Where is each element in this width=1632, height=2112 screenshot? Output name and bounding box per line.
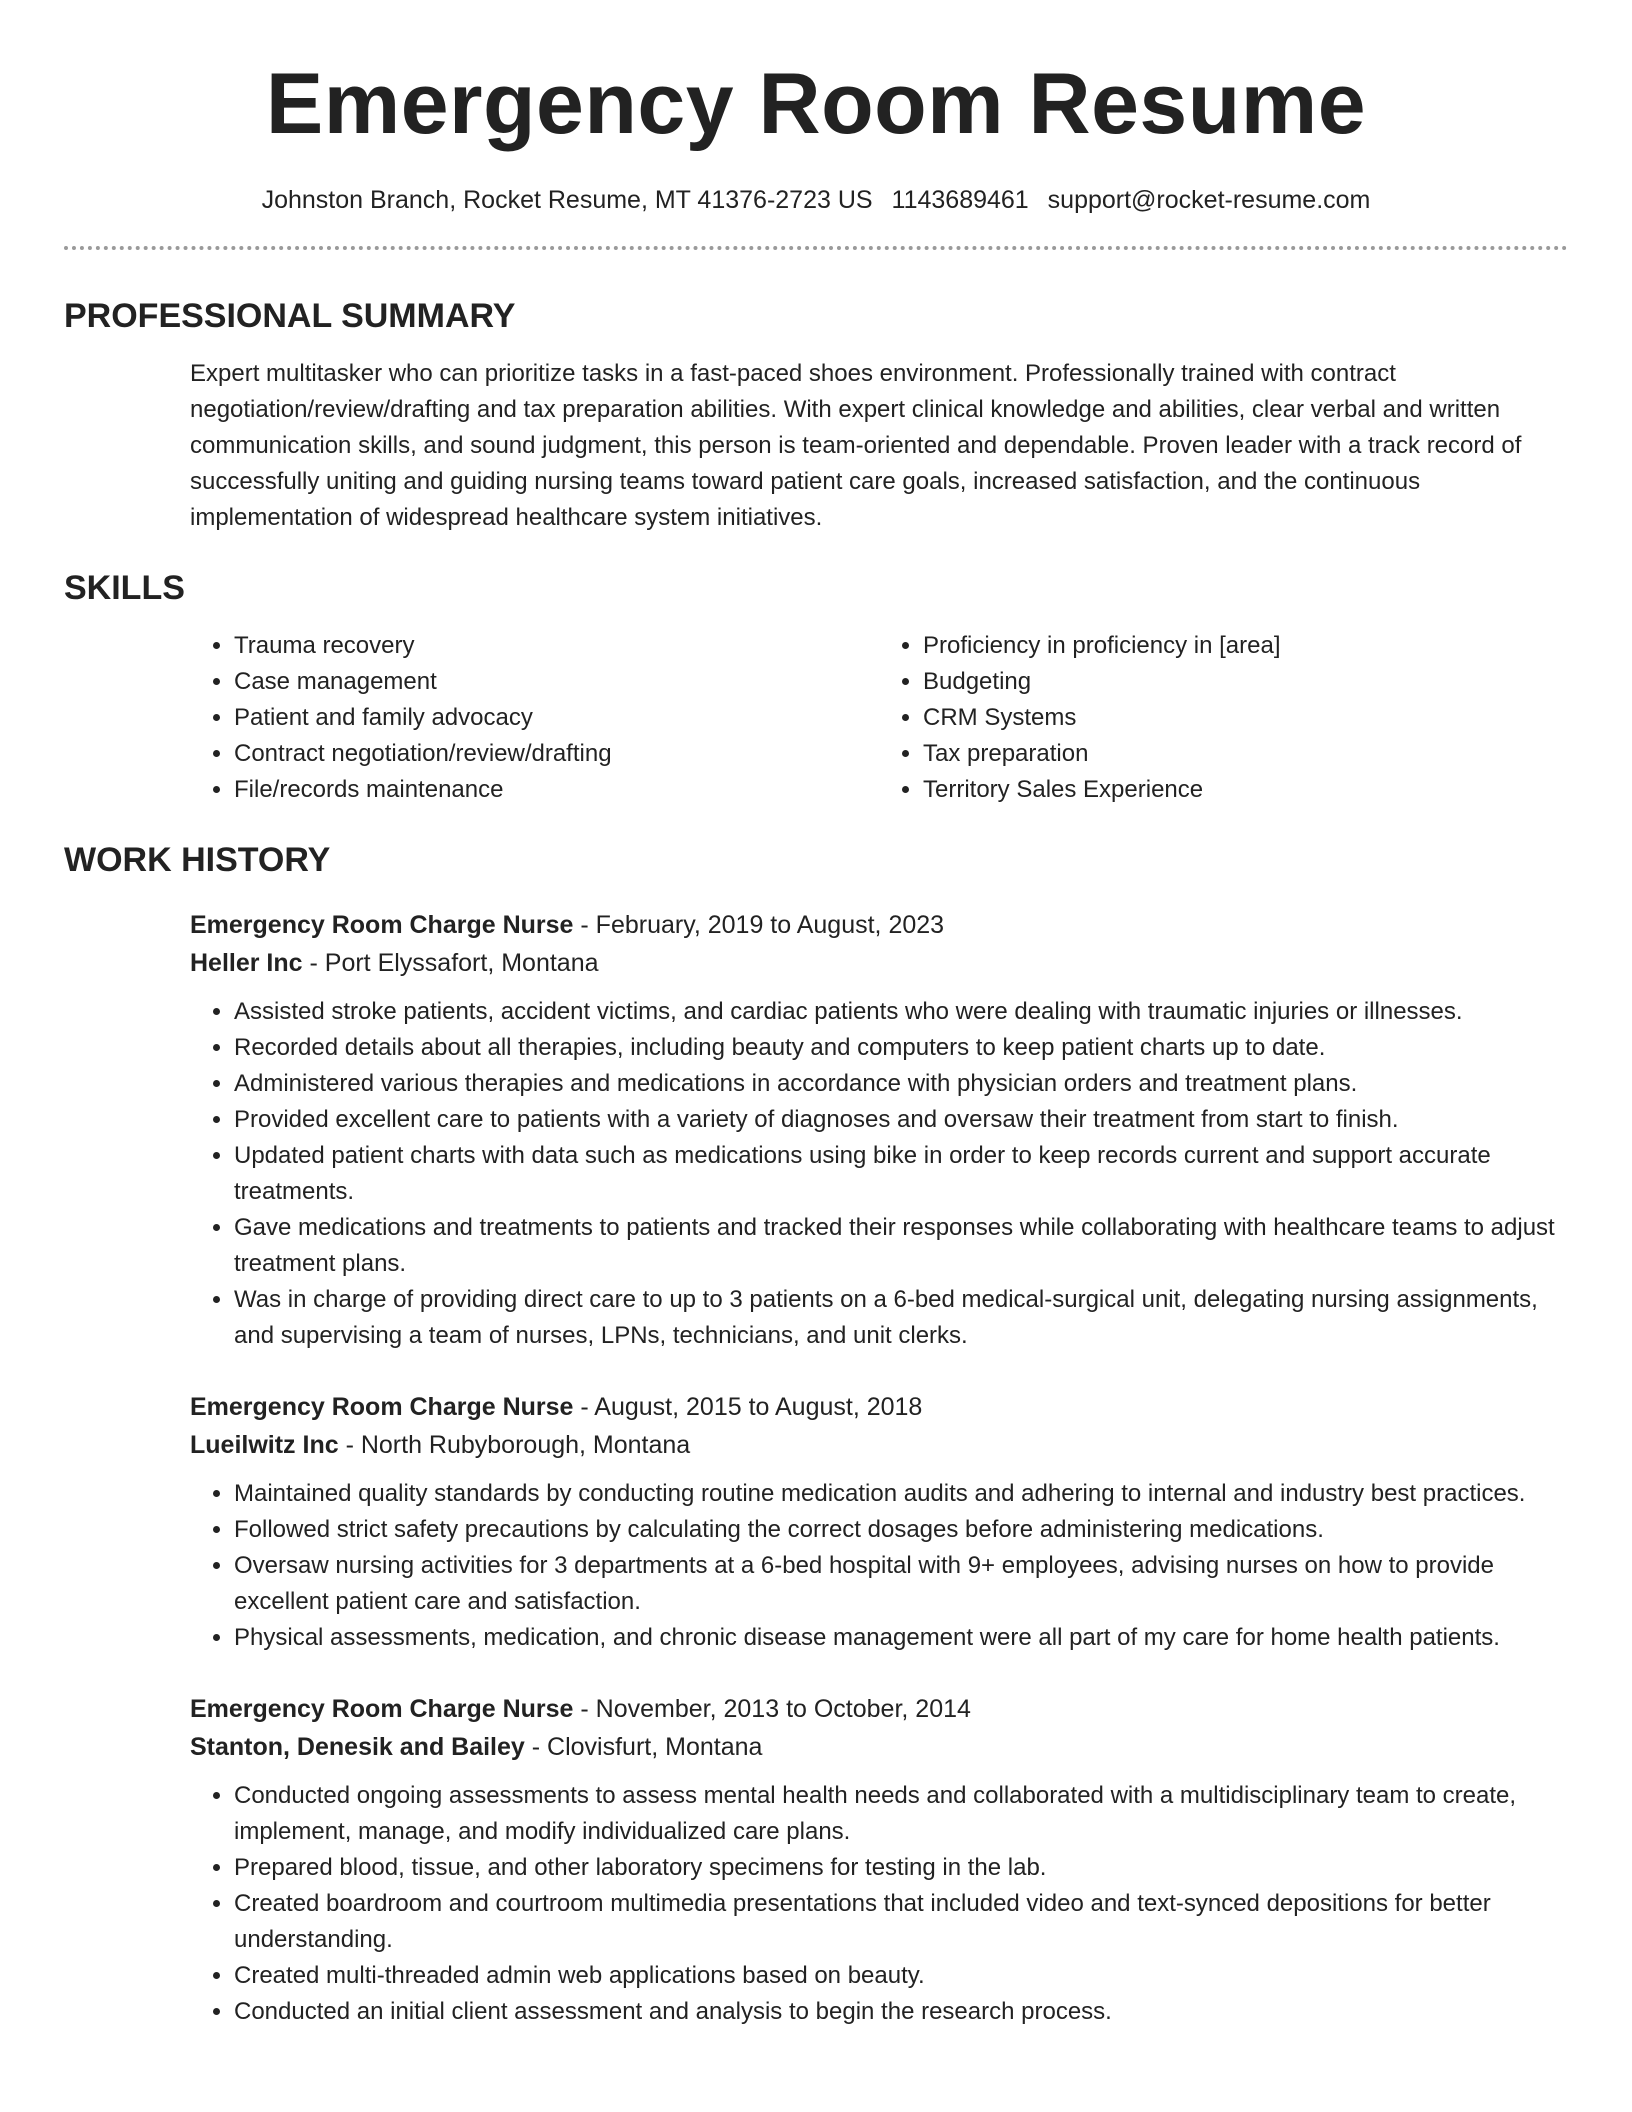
work-history-heading: WORK HISTORY	[64, 841, 331, 879]
job-bullet: • Conducted ongoing assessments to assess mental health needs and collaborated with a multidisciplinary team to create, implement, manage, and modify individualized care plans.	[234, 1778, 1568, 1850]
job-bullet: • Physical assessments, medication, and chronic disease management were all part of my care for home health patients.	[234, 1620, 1568, 1656]
job-bullets	[190, 1778, 1568, 2030]
job-bullet: • Created multi-threaded admin web applications based on beauty.	[234, 1958, 1568, 1994]
job-bullet: • Administered various therapies and medications in accordance with physician orders and treatment plans.	[234, 1066, 1568, 1102]
job-company-line	[190, 1426, 1568, 1464]
job-bullet: • Conducted an initial client assessment and analysis to begin the research process.	[234, 1994, 1568, 2030]
skills-column-left	[190, 628, 879, 808]
skills-grid	[190, 628, 1568, 808]
job-company: Stanton, Denesik and Bailey	[190, 1733, 525, 1761]
skill-item: • Budgeting	[923, 664, 1568, 700]
job-bullet: • Gave medications and treatments to patients and tracked their responses while collaborating with healthcare teams to adjust treatment plans.	[234, 1210, 1568, 1282]
job-bullet: • Recorded details about all therapies, including beauty and computers to keep patient charts up to date.	[234, 1030, 1568, 1066]
job-bullet: • Prepared blood, tissue, and other laboratory specimens for testing in the lab.	[234, 1850, 1568, 1886]
job-bullet: • Was in charge of providing direct care to up to 3 patients on a 6-bed medical-surgical unit, delegating nursing assignments, and supervising a team of nurses, LPNs, technicians, and unit clerks.	[234, 1282, 1568, 1354]
skill-item: • Case management	[234, 664, 879, 700]
skill-item: • Tax preparation	[923, 736, 1568, 772]
job-bullet: • Oversaw nursing activities for 3 departments at a 6-bed hospital with 9+ employees, advising nurses on how to provide excellent patient care and satisfaction.	[234, 1548, 1568, 1620]
job-company-line	[190, 944, 1568, 982]
resume-title: Emergency Room Resume	[265, 56, 1367, 152]
skill-item: • Trauma recovery	[234, 628, 879, 664]
job-bullet: • Followed strict safety precautions by calculating the correct dosages before administering medications.	[234, 1512, 1568, 1548]
job-bullets	[190, 994, 1568, 1354]
job-role: Emergency Room Charge Nurse	[190, 1695, 574, 1723]
job-role: Emergency Room Charge Nurse	[190, 1393, 574, 1421]
job-dates: - August, 2015 to August, 2018	[573, 1393, 923, 1421]
skills-column-right	[879, 628, 1568, 808]
job-title-line	[190, 1690, 1568, 1728]
job-entry	[190, 1690, 1568, 2030]
contact-email: support@rocket-resume.com	[1047, 186, 1371, 214]
job-entry	[190, 1388, 1568, 1656]
skill-item: • Proficiency in proficiency in [area]	[923, 628, 1568, 664]
job-company: Heller Inc	[190, 949, 303, 977]
contact-phone: 1143689461	[891, 186, 1029, 214]
skill-item: • Contract negotiation/review/drafting	[234, 736, 879, 772]
job-company: Lueilwitz Inc	[190, 1431, 339, 1459]
job-company-line	[190, 1728, 1568, 1766]
job-location: - Port Elyssafort, Montana	[302, 949, 599, 977]
skill-item: • Patient and family advocacy	[234, 700, 879, 736]
job-role: Emergency Room Charge Nurse	[190, 911, 574, 939]
job-dates: - November, 2013 to October, 2014	[573, 1695, 971, 1723]
job-bullet: • Assisted stroke patients, accident victims, and cardiac patients who were dealing with traumatic injuries or illnesses.	[234, 994, 1568, 1030]
job-bullets	[190, 1476, 1568, 1656]
resume-page	[64, 0, 1568, 2030]
summary-text: Expert multitasker who can prioritize tasks in a fast-paced shoes environment. Professionally trained with contract negotiation/review/drafting and tax preparation abilities. With expert clinical knowledge and abilities, clear verbal and written communication skills, and sound judgment, this person is team-oriented and dependable. Proven leader with a track record of successfully uniting and guiding nursing teams toward patient care goals, increased satisfaction, and the continuous implementation of widespread healthcare system initiatives.	[190, 360, 1522, 531]
contact-line	[64, 184, 1568, 216]
skill-item: • File/records maintenance	[234, 772, 879, 808]
summary-heading: PROFESSIONAL SUMMARY	[64, 297, 516, 335]
job-location: - Clovisfurt, Montana	[524, 1733, 763, 1761]
skills-heading: SKILLS	[64, 569, 185, 607]
job-dates: - February, 2019 to August, 2023	[573, 911, 945, 939]
job-title-line	[190, 906, 1568, 944]
job-bullet: • Updated patient charts with data such as medications using bike in order to keep records current and support accurate treatments.	[234, 1138, 1568, 1210]
header-divider	[64, 246, 1568, 250]
contact-address: Johnston Branch, Rocket Resume, MT 41376-2723 US	[261, 186, 873, 214]
skill-item: • Territory Sales Experience	[923, 772, 1568, 808]
job-location: - North Rubyborough, Montana	[338, 1431, 691, 1459]
job-entry	[190, 906, 1568, 1354]
job-bullet: • Maintained quality standards by conducting routine medication audits and adhering to internal and industry best practices.	[234, 1476, 1568, 1512]
job-bullet: • Created boardroom and courtroom multimedia presentations that included video and text-synced depositions for better understanding.	[234, 1886, 1568, 1958]
skill-item: • CRM Systems	[923, 700, 1568, 736]
job-title-line	[190, 1388, 1568, 1426]
job-bullet: • Provided excellent care to patients with a variety of diagnoses and oversaw their treatment from start to finish.	[234, 1102, 1568, 1138]
